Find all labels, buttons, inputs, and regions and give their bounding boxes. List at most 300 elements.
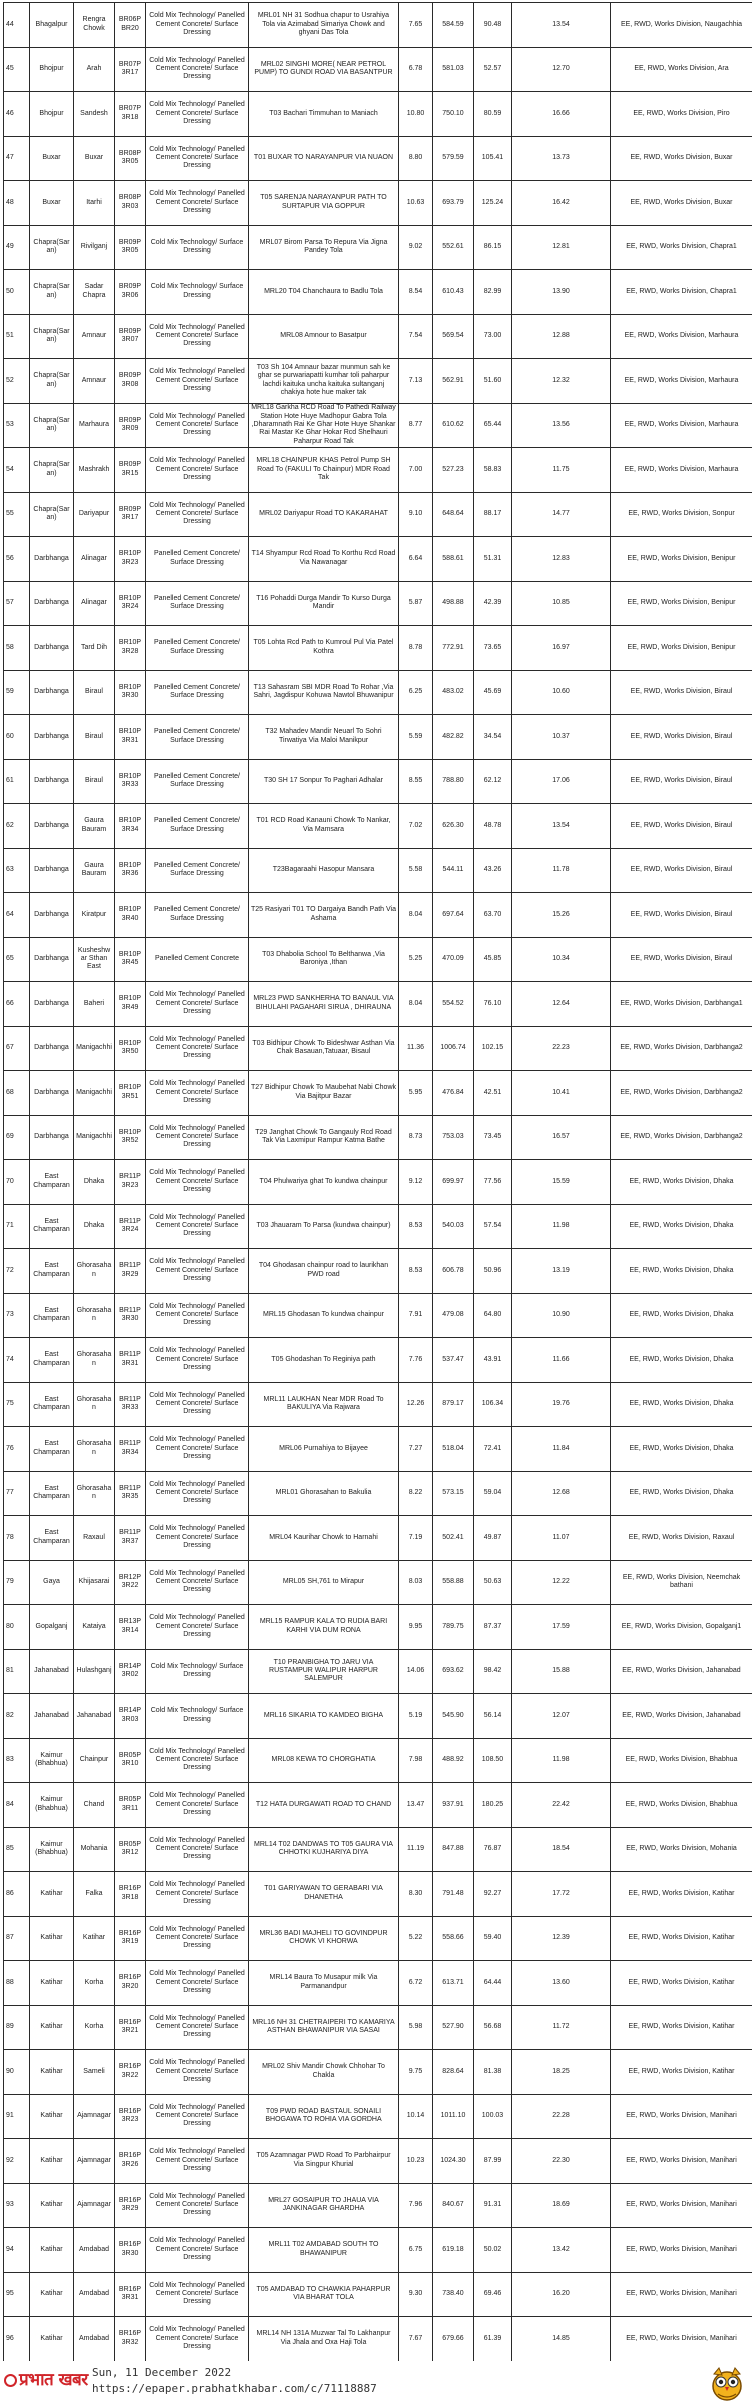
- cell-block: Amnaur: [74, 359, 115, 404]
- cell-block: Sandesh: [74, 92, 115, 137]
- cell-cost: 847.88: [433, 1827, 474, 1872]
- logo-ring-icon: [4, 2374, 17, 2387]
- cell-total: 12.88: [512, 314, 611, 359]
- cell-package-code: BR16P 3R32: [115, 2317, 146, 2362]
- table-row: [4, 848, 752, 893]
- cell-executing-agency: EE, RWD, Works Division, Biraul: [611, 715, 752, 760]
- cell-technology: Cold Mix Technology/ Panelled Cement Concrete/ Surface Dressing: [146, 2005, 249, 2050]
- cell-technology: Cold Mix Technology/ Panelled Cement Concrete/ Surface Dressing: [146, 1738, 249, 1783]
- cell-block: Ghorasahan: [74, 1427, 115, 1472]
- cell-package-code: BR16P 3R18: [115, 1872, 146, 1917]
- cell-executing-agency: EE, RWD, Works Division, Bhabhua: [611, 1738, 752, 1783]
- cell-technology: Cold Mix Technology/ Panelled Cement Concrete/ Surface Dressing: [146, 1382, 249, 1427]
- cell-road-name: T23Bagaraahi Hasopur Mansara: [249, 848, 399, 893]
- table-row: [4, 1338, 752, 1383]
- cell-total: 13.42: [512, 2228, 611, 2273]
- cell-length-km: 7.67: [399, 2317, 433, 2362]
- cell-package-code: BR05P 3R12: [115, 1827, 146, 1872]
- cell-road-name: T05 Ghodashan To Reginiya path: [249, 1338, 399, 1383]
- cell-executing-agency: EE, RWD, Works Division, Biraul: [611, 893, 752, 938]
- cell-technology: Cold Mix Technology/ Panelled Cement Concrete/ Surface Dressing: [146, 1204, 249, 1249]
- cell-technology: Panelled Cement Concrete/ Surface Dressing: [146, 893, 249, 938]
- table-row: [4, 1026, 752, 1071]
- cell-total: 17.59: [512, 1605, 611, 1650]
- cell-package-code: BR11P 3R24: [115, 1204, 146, 1249]
- cell-row-number: 73: [4, 1293, 30, 1338]
- cell-length-km: 5.25: [399, 937, 433, 982]
- cell-cost: 840.67: [433, 2183, 474, 2228]
- works-table-body: [4, 3, 752, 2362]
- cell-road-name: T03 Jhauaram To Parsa (kundwa chainpur): [249, 1204, 399, 1249]
- cell-executing-agency: EE, RWD, Works Division, Ara: [611, 47, 752, 92]
- cell-maintenance-cost: 34.54: [474, 715, 512, 760]
- cell-district: Darbhanga: [30, 1071, 74, 1116]
- cell-package-code: BR10P 3R36: [115, 848, 146, 893]
- cell-length-km: 5.59: [399, 715, 433, 760]
- cell-total: 10.41: [512, 1071, 611, 1116]
- cell-cost: 545.90: [433, 1694, 474, 1739]
- cell-total: 11.84: [512, 1427, 611, 1472]
- cell-technology: Cold Mix Technology/ Panelled Cement Concrete/ Surface Dressing: [146, 1560, 249, 1605]
- cell-block: Gaura Bauram: [74, 848, 115, 893]
- cell-row-number: 50: [4, 270, 30, 315]
- table-row: [4, 1516, 752, 1561]
- cell-package-code: BR09P 3R08: [115, 359, 146, 404]
- cell-district: Bhagalpur: [30, 3, 74, 48]
- cell-row-number: 66: [4, 982, 30, 1027]
- cell-district: Chapra(Sar an): [30, 448, 74, 493]
- cell-maintenance-cost: 42.39: [474, 581, 512, 626]
- cell-maintenance-cost: 81.38: [474, 2050, 512, 2095]
- cell-total: 11.98: [512, 1204, 611, 1249]
- table-row: [4, 448, 752, 493]
- cell-package-code: BR06P BR20: [115, 3, 146, 48]
- cell-block: Ghorasahan: [74, 1382, 115, 1427]
- cell-row-number: 57: [4, 581, 30, 626]
- cell-maintenance-cost: 49.87: [474, 1516, 512, 1561]
- cell-package-code: BR09P 3R15: [115, 448, 146, 493]
- cell-technology: Panelled Cement Concrete/ Surface Dressing: [146, 715, 249, 760]
- cell-executing-agency: EE, RWD, Works Division, Manihari: [611, 2139, 752, 2184]
- cell-length-km: 8.53: [399, 1204, 433, 1249]
- cell-total: 14.85: [512, 2317, 611, 2362]
- cell-length-km: 8.04: [399, 982, 433, 1027]
- cell-technology: Cold Mix Technology/ Panelled Cement Concrete/ Surface Dressing: [146, 1471, 249, 1516]
- table-row: [4, 92, 752, 137]
- cell-executing-agency: EE, RWD, Works Division, Manihari: [611, 2317, 752, 2362]
- cell-package-code: BR10P 3R49: [115, 982, 146, 1027]
- cell-maintenance-cost: 52.57: [474, 47, 512, 92]
- table-row: [4, 403, 752, 448]
- cell-package-code: BR10P 3R51: [115, 1071, 146, 1116]
- cell-total: 10.85: [512, 581, 611, 626]
- table-row: [4, 2050, 752, 2095]
- cell-length-km: 7.76: [399, 1338, 433, 1383]
- cell-package-code: BR08P 3R05: [115, 136, 146, 181]
- owl-mascot-icon: [708, 2364, 746, 2402]
- cell-cost: 693.79: [433, 181, 474, 226]
- cell-district: Chapra(Sar an): [30, 359, 74, 404]
- cell-length-km: 8.30: [399, 1872, 433, 1917]
- cell-maintenance-cost: 82.99: [474, 270, 512, 315]
- cell-executing-agency: EE, RWD, Works Division, Darbhanga1: [611, 982, 752, 1027]
- cell-executing-agency: EE, RWD, Works Division, Benipur: [611, 537, 752, 582]
- cell-row-number: 96: [4, 2317, 30, 2362]
- cell-length-km: 8.55: [399, 759, 433, 804]
- cell-technology: Cold Mix Technology/ Surface Dressing: [146, 225, 249, 270]
- table-row: [4, 1827, 752, 1872]
- cell-length-km: 5.22: [399, 1916, 433, 1961]
- cell-row-number: 76: [4, 1427, 30, 1472]
- cell-length-km: 7.54: [399, 314, 433, 359]
- cell-road-name: T09 PWD ROAD BASTAUL SONAILI BHOGAWA TO ROHIA VIA GORDHA: [249, 2094, 399, 2139]
- cell-row-number: 89: [4, 2005, 30, 2050]
- cell-district: Darbhanga: [30, 1115, 74, 1160]
- cell-technology: Cold Mix Technology/ Panelled Cement Concrete/ Surface Dressing: [146, 2228, 249, 2273]
- cell-package-code: BR10P 3R31: [115, 715, 146, 760]
- cell-maintenance-cost: 42.51: [474, 1071, 512, 1116]
- newspaper-logo: [4, 2367, 88, 2390]
- cell-technology: Panelled Cement Concrete/ Surface Dressing: [146, 670, 249, 715]
- cell-row-number: 68: [4, 1071, 30, 1116]
- cell-district: Katihar: [30, 2228, 74, 2273]
- cell-row-number: 59: [4, 670, 30, 715]
- cell-maintenance-cost: 61.39: [474, 2317, 512, 2362]
- cell-road-name: T03 Bachari Timmuhan to Maniach: [249, 92, 399, 137]
- cell-row-number: 84: [4, 1783, 30, 1828]
- cell-executing-agency: EE, RWD, Works Division, Darbhanga2: [611, 1115, 752, 1160]
- cell-technology: Cold Mix Technology/ Panelled Cement Concrete/ Surface Dressing: [146, 1427, 249, 1472]
- cell-length-km: 6.78: [399, 47, 433, 92]
- epaper-url[interactable]: https://epaper.prabhatkhabar.com/c/71118887: [92, 2382, 377, 2395]
- cell-road-name: T05 SARENJA NARAYANPUR PATH TO SURTAPUR VIA GOPPUR: [249, 181, 399, 226]
- cell-maintenance-cost: 56.68: [474, 2005, 512, 2050]
- table-row: [4, 715, 752, 760]
- cell-cost: 679.66: [433, 2317, 474, 2362]
- cell-length-km: 13.47: [399, 1783, 433, 1828]
- cell-total: 12.64: [512, 982, 611, 1027]
- cell-technology: Cold Mix Technology/ Panelled Cement Concrete/ Surface Dressing: [146, 1160, 249, 1205]
- table-row: [4, 225, 752, 270]
- cell-package-code: BR11P 3R29: [115, 1249, 146, 1294]
- cell-road-name: MRL06 Purnahiya to Bijayee: [249, 1427, 399, 1472]
- cell-block: Biraul: [74, 670, 115, 715]
- cell-length-km: 7.13: [399, 359, 433, 404]
- cell-block: Jahanabad: [74, 1694, 115, 1739]
- cell-cost: 483.02: [433, 670, 474, 715]
- cell-total: 12.07: [512, 1694, 611, 1739]
- cell-maintenance-cost: 43.91: [474, 1338, 512, 1383]
- cell-cost: 588.61: [433, 537, 474, 582]
- cell-executing-agency: EE, RWD, Works Division, Dhaka: [611, 1338, 752, 1383]
- table-row: [4, 1872, 752, 1917]
- cell-road-name: T10 PRANBIGHA TO JARU VIA RUSTAMPUR WALIPUR HARPUR SALEMPUR: [249, 1649, 399, 1694]
- table-row: [4, 2139, 752, 2184]
- cell-maintenance-cost: 45.85: [474, 937, 512, 982]
- cell-road-name: MRL14 Baura To Musapur milk Via Parmanandpur: [249, 1961, 399, 2006]
- table-row: [4, 759, 752, 804]
- table-row: [4, 2183, 752, 2228]
- cell-row-number: 60: [4, 715, 30, 760]
- cell-executing-agency: EE, RWD, Works Division, Neemchak bathani: [611, 1560, 752, 1605]
- cell-length-km: 10.80: [399, 92, 433, 137]
- cell-length-km: 7.02: [399, 804, 433, 849]
- cell-total: 18.69: [512, 2183, 611, 2228]
- cell-executing-agency: EE, RWD, Works Division, Dhaka: [611, 1160, 752, 1205]
- cell-package-code: BR16P 3R30: [115, 2228, 146, 2273]
- cell-total: 12.81: [512, 225, 611, 270]
- cell-cost: 699.97: [433, 1160, 474, 1205]
- cell-technology: Cold Mix Technology/ Panelled Cement Concrete/ Surface Dressing: [146, 1338, 249, 1383]
- cell-package-code: BR11P 3R33: [115, 1382, 146, 1427]
- cell-road-name: T16 Pohaddi Durga Mandir To Kurso Durga Mandir: [249, 581, 399, 626]
- cell-technology: Cold Mix Technology/ Panelled Cement Concrete/ Surface Dressing: [146, 3, 249, 48]
- cell-package-code: BR10P 3R33: [115, 759, 146, 804]
- cell-technology: Cold Mix Technology/ Panelled Cement Concrete/ Surface Dressing: [146, 1605, 249, 1650]
- cell-block: Kusheshwar Sthan East: [74, 937, 115, 982]
- cell-row-number: 53: [4, 403, 30, 448]
- cell-district: Jahanabad: [30, 1694, 74, 1739]
- cell-total: 11.66: [512, 1338, 611, 1383]
- cell-block: Biraul: [74, 759, 115, 804]
- cell-length-km: 9.95: [399, 1605, 433, 1650]
- cell-package-code: BR10P 3R52: [115, 1115, 146, 1160]
- cell-length-km: 8.03: [399, 1560, 433, 1605]
- table-row: [4, 359, 752, 404]
- cell-total: 13.56: [512, 403, 611, 448]
- cell-technology: Cold Mix Technology/ Panelled Cement Concrete/ Surface Dressing: [146, 1115, 249, 1160]
- table-row: [4, 1160, 752, 1205]
- cell-technology: Cold Mix Technology/ Surface Dressing: [146, 270, 249, 315]
- cell-road-name: MRL15 Ghodasan To kundwa chainpur: [249, 1293, 399, 1338]
- cell-district: Katihar: [30, 1916, 74, 1961]
- cell-block: Amnaur: [74, 314, 115, 359]
- cell-cost: 540.03: [433, 1204, 474, 1249]
- cell-package-code: BR16P 3R19: [115, 1916, 146, 1961]
- cell-row-number: 54: [4, 448, 30, 493]
- cell-executing-agency: EE, RWD, Works Division, Sonpur: [611, 492, 752, 537]
- cell-cost: 610.62: [433, 403, 474, 448]
- cell-district: Darbhanga: [30, 759, 74, 804]
- cell-cost: 937.91: [433, 1783, 474, 1828]
- cell-length-km: 9.02: [399, 225, 433, 270]
- cell-total: 16.66: [512, 92, 611, 137]
- cell-maintenance-cost: 76.87: [474, 1827, 512, 1872]
- cell-row-number: 94: [4, 2228, 30, 2273]
- cell-total: 13.73: [512, 136, 611, 181]
- cell-row-number: 64: [4, 893, 30, 938]
- cell-total: 16.57: [512, 1115, 611, 1160]
- cell-maintenance-cost: 48.78: [474, 804, 512, 849]
- cell-executing-agency: EE, RWD, Works Division, Naugachhia: [611, 3, 752, 48]
- cell-package-code: BR14P 3R03: [115, 1694, 146, 1739]
- cell-technology: Panelled Cement Concrete/ Surface Dressing: [146, 804, 249, 849]
- cell-row-number: 51: [4, 314, 30, 359]
- cell-technology: Cold Mix Technology/ Panelled Cement Concrete/ Surface Dressing: [146, 2272, 249, 2317]
- cell-package-code: BR09P 3R05: [115, 225, 146, 270]
- cell-cost: 527.23: [433, 448, 474, 493]
- cell-cost: 772.91: [433, 626, 474, 671]
- cell-length-km: 9.75: [399, 2050, 433, 2095]
- cell-district: East Champaran: [30, 1204, 74, 1249]
- cell-executing-agency: EE, RWD, Works Division, Darbhanga2: [611, 1026, 752, 1071]
- cell-total: 13.54: [512, 3, 611, 48]
- cell-cost: 537.47: [433, 1338, 474, 1383]
- cell-block: Manigachhi: [74, 1071, 115, 1116]
- cell-cost: 482.82: [433, 715, 474, 760]
- cell-district: Darbhanga: [30, 715, 74, 760]
- cell-cost: 879.17: [433, 1382, 474, 1427]
- cell-block: Buxar: [74, 136, 115, 181]
- cell-row-number: 86: [4, 1872, 30, 1917]
- cell-package-code: BR16P 3R26: [115, 2139, 146, 2184]
- cell-maintenance-cost: 63.70: [474, 893, 512, 938]
- cell-executing-agency: EE, RWD, Works Division, Raxaul: [611, 1516, 752, 1561]
- cell-total: 22.30: [512, 2139, 611, 2184]
- cell-block: Mashrakh: [74, 448, 115, 493]
- cell-district: East Champaran: [30, 1160, 74, 1205]
- cell-package-code: BR16P 3R21: [115, 2005, 146, 2050]
- cell-technology: Cold Mix Technology/ Panelled Cement Concrete/ Surface Dressing: [146, 47, 249, 92]
- cell-block: Biraul: [74, 715, 115, 760]
- cell-road-name: T04 Ghodasan chainpur road to laurikhan PWD road: [249, 1249, 399, 1294]
- cell-executing-agency: EE, RWD, Works Division, Biraul: [611, 937, 752, 982]
- cell-block: Gaura Bauram: [74, 804, 115, 849]
- cell-block: Chand: [74, 1783, 115, 1828]
- cell-block: Katihar: [74, 1916, 115, 1961]
- cell-road-name: T01 GARIYAWAN TO GERABARI VIA DHANETHA: [249, 1872, 399, 1917]
- cell-executing-agency: EE, RWD, Works Division, Manihari: [611, 2228, 752, 2273]
- cell-cost: 738.40: [433, 2272, 474, 2317]
- cell-length-km: 5.58: [399, 848, 433, 893]
- cell-block: Itarhi: [74, 181, 115, 226]
- cell-package-code: BR10P 3R34: [115, 804, 146, 849]
- cell-maintenance-cost: 50.96: [474, 1249, 512, 1294]
- cell-executing-agency: EE, RWD, Works Division, Biraul: [611, 804, 752, 849]
- cell-package-code: BR11P 3R35: [115, 1471, 146, 1516]
- cell-total: 16.42: [512, 181, 611, 226]
- cell-block: Marhaura: [74, 403, 115, 448]
- cell-maintenance-cost: 87.99: [474, 2139, 512, 2184]
- cell-package-code: BR10P 3R30: [115, 670, 146, 715]
- cell-maintenance-cost: 105.41: [474, 136, 512, 181]
- cell-cost: 502.41: [433, 1516, 474, 1561]
- cell-road-name: MRL05 SH,761 to Mirapur: [249, 1560, 399, 1605]
- cell-road-name: MRL08 Amnour to Basatpur: [249, 314, 399, 359]
- cell-total: 17.06: [512, 759, 611, 804]
- cell-district: Darbhanga: [30, 804, 74, 849]
- cell-road-name: MRL18 Garkha RCD Road To Pathedi Railway Station Hote Huye Madhopur Gabra Tola ,Dharamnath Rai Ke Ghar Hote Huye Shankar Rai Mastar Ke Ghar Hokar Rcd Shelhauri Paharpur Road Tak: [249, 403, 399, 448]
- table-row: [4, 1694, 752, 1739]
- cell-block: Khijasarai: [74, 1560, 115, 1605]
- cell-cost: 693.62: [433, 1649, 474, 1694]
- cell-package-code: BR09P 3R09: [115, 403, 146, 448]
- cell-technology: Cold Mix Technology/ Panelled Cement Concrete/ Surface Dressing: [146, 2183, 249, 2228]
- cell-total: 10.90: [512, 1293, 611, 1338]
- cell-row-number: 77: [4, 1471, 30, 1516]
- cell-road-name: T04 Phulwariya ghat To kundwa chainpur: [249, 1160, 399, 1205]
- cell-road-name: T32 Mahadev Mandir Neuarl To Sohri Tirwatiya Via Maloi Manikpur: [249, 715, 399, 760]
- cell-block: Baheri: [74, 982, 115, 1027]
- cell-length-km: 10.14: [399, 2094, 433, 2139]
- cell-executing-agency: EE, RWD, Works Division, Manihari: [611, 2272, 752, 2317]
- cell-cost: 569.54: [433, 314, 474, 359]
- table-row: [4, 804, 752, 849]
- cell-package-code: BR07P 3R17: [115, 47, 146, 92]
- cell-technology: Cold Mix Technology/ Panelled Cement Concrete/ Surface Dressing: [146, 2139, 249, 2184]
- cell-cost: 791.48: [433, 1872, 474, 1917]
- cell-executing-agency: EE, RWD, Works Division, Katihar: [611, 2005, 752, 2050]
- cell-cost: 626.30: [433, 804, 474, 849]
- cell-package-code: BR13P 3R14: [115, 1605, 146, 1650]
- cell-block: Alinagar: [74, 581, 115, 626]
- cell-technology: Cold Mix Technology/ Panelled Cement Concrete/ Surface Dressing: [146, 136, 249, 181]
- cell-district: Katihar: [30, 2272, 74, 2317]
- cell-technology: Cold Mix Technology/ Panelled Cement Concrete/ Surface Dressing: [146, 1026, 249, 1071]
- cell-maintenance-cost: 64.80: [474, 1293, 512, 1338]
- cell-block: Ghorasahan: [74, 1249, 115, 1294]
- cell-package-code: BR09P 3R06: [115, 270, 146, 315]
- cell-district: Chapra(Sar an): [30, 314, 74, 359]
- cell-cost: 610.43: [433, 270, 474, 315]
- cell-district: East Champaran: [30, 1427, 74, 1472]
- cell-length-km: 7.27: [399, 1427, 433, 1472]
- cell-total: 16.97: [512, 626, 611, 671]
- cell-district: Darbhanga: [30, 937, 74, 982]
- table-row: [4, 893, 752, 938]
- cell-district: Chapra(Sar an): [30, 270, 74, 315]
- cell-block: Korha: [74, 1961, 115, 2006]
- table-row: [4, 2317, 752, 2362]
- cell-district: Bhojpur: [30, 92, 74, 137]
- cell-road-name: MRL02 Shiv Mandir Chowk Chhohar To Chakla: [249, 2050, 399, 2095]
- cell-district: Darbhanga: [30, 893, 74, 938]
- cell-executing-agency: EE, RWD, Works Division, Jahanabad: [611, 1649, 752, 1694]
- cell-package-code: BR11P 3R30: [115, 1293, 146, 1338]
- cell-technology: Cold Mix Technology/ Panelled Cement Concrete/ Surface Dressing: [146, 1872, 249, 1917]
- cell-row-number: 71: [4, 1204, 30, 1249]
- cell-road-name: T25 Rasiyari T01 TO Dargaiya Bandh Path Via Ashama: [249, 893, 399, 938]
- cell-cost: 750.10: [433, 92, 474, 137]
- cell-length-km: 6.25: [399, 670, 433, 715]
- cell-road-name: MRL27 GOSAIPUR TO JHAUA VIA JANKINAGAR GHARDHA: [249, 2183, 399, 2228]
- cell-road-name: T05 Lohta Rcd Path to Kumroul Pul Via Patel Kothra: [249, 626, 399, 671]
- cell-executing-agency: EE, RWD, Works Division, Katihar: [611, 1961, 752, 2006]
- cell-block: Ajamnagar: [74, 2094, 115, 2139]
- cell-road-name: MRL07 Birom Parsa To Repura Via Jigna Pandey Tola: [249, 225, 399, 270]
- cell-road-name: T03 Dhabolia School To Belthanwa ,Via Baroniya ,Ithan: [249, 937, 399, 982]
- cell-length-km: 7.65: [399, 3, 433, 48]
- cell-total: 17.72: [512, 1872, 611, 1917]
- cell-executing-agency: EE, RWD, Works Division, Piro: [611, 92, 752, 137]
- edition-date: Sun, 11 December 2022: [92, 2366, 232, 2379]
- cell-cost: 1024.30: [433, 2139, 474, 2184]
- cell-district: East Champaran: [30, 1382, 74, 1427]
- cell-district: Bhojpur: [30, 47, 74, 92]
- cell-package-code: BR10P 3R23: [115, 537, 146, 582]
- table-row: [4, 1649, 752, 1694]
- cell-technology: Cold Mix Technology/ Panelled Cement Concrete/ Surface Dressing: [146, 181, 249, 226]
- cell-package-code: BR14P 3R02: [115, 1649, 146, 1694]
- cell-technology: Cold Mix Technology/ Surface Dressing: [146, 1694, 249, 1739]
- cell-block: Ghorasahan: [74, 1471, 115, 1516]
- cell-executing-agency: EE, RWD, Works Division, Buxar: [611, 181, 752, 226]
- table-row: [4, 1738, 752, 1783]
- cell-technology: Panelled Cement Concrete: [146, 937, 249, 982]
- cell-district: Kaimur (Bhabhua): [30, 1738, 74, 1783]
- cell-maintenance-cost: 73.00: [474, 314, 512, 359]
- cell-cost: 544.11: [433, 848, 474, 893]
